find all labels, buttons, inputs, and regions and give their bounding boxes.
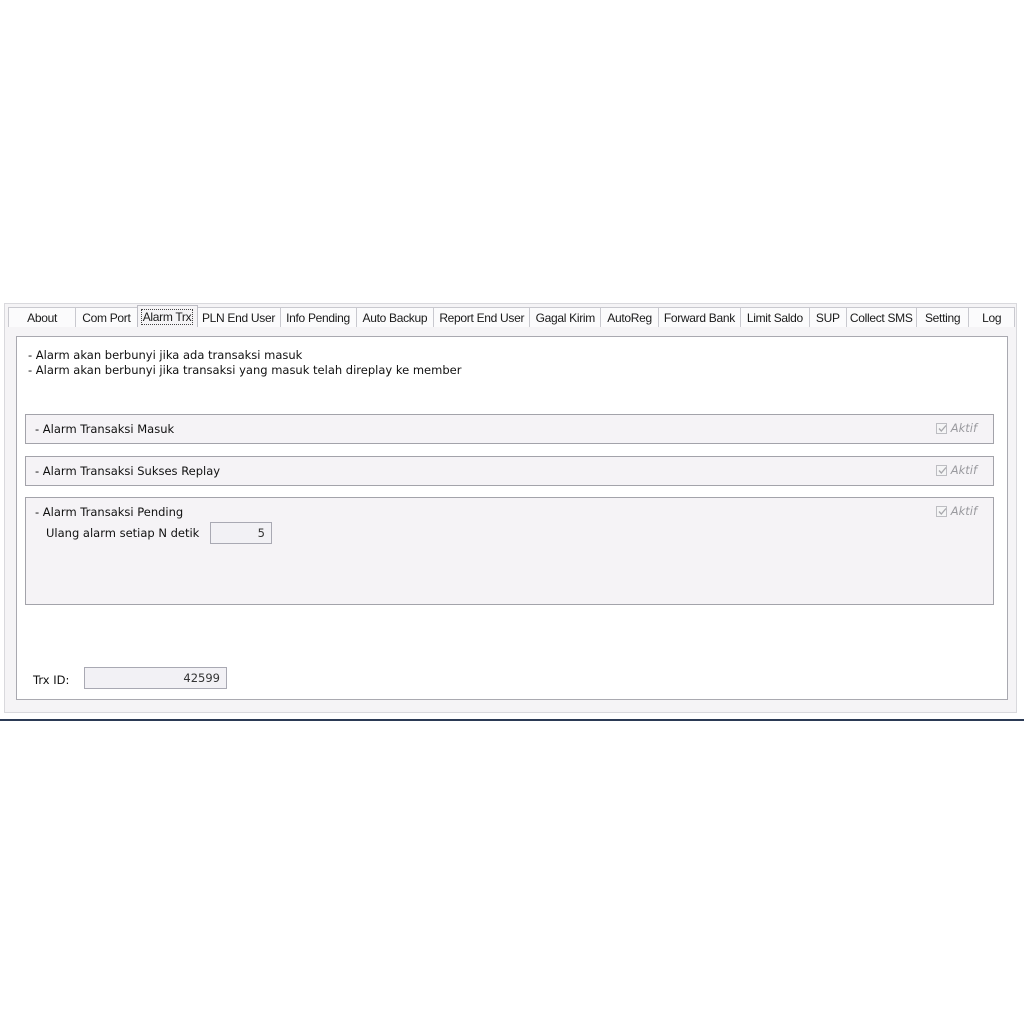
tab-auto-backup[interactable]: Auto Backup — [356, 307, 435, 327]
tab-about[interactable]: About — [8, 307, 76, 327]
group-title: - Alarm Transaksi Sukses Replay — [35, 464, 221, 478]
trx-id-field[interactable]: 42599 — [84, 667, 227, 689]
aktif-checkbox-masuk[interactable] — [936, 421, 977, 435]
repeat-interval-label: Ulang alarm setiap N detik — [46, 526, 200, 540]
note-line: - Alarm akan berbunyi jika transaksi yang masuk telah direplay ke member — [28, 363, 462, 377]
repeat-interval-input[interactable]: 5 — [210, 522, 272, 544]
checkbox-icon[interactable] — [936, 506, 947, 517]
aktif-checkbox-pending[interactable] — [936, 504, 977, 518]
checkbox-label: Aktif — [950, 504, 977, 518]
checkbox-label: Aktif — [950, 421, 977, 435]
tab-forward-bank[interactable]: Forward Bank — [658, 307, 741, 327]
tab-sup[interactable]: SUP — [809, 307, 847, 327]
tab-setting[interactable]: Setting — [916, 307, 970, 327]
tab-alarm-trx[interactable]: Alarm Trx — [137, 305, 198, 327]
trx-id-label: Trx ID: — [33, 673, 70, 687]
tab-com-port[interactable]: Com Port — [75, 307, 137, 327]
tab-pln-end-user[interactable]: PLN End User — [197, 307, 281, 327]
tab-limit-saldo[interactable]: Limit Saldo — [740, 307, 810, 327]
settings-window — [4, 303, 1017, 713]
group-title: - Alarm Transaksi Pending — [35, 505, 184, 519]
window-bottom-border — [0, 719, 1024, 721]
tab-autoreg[interactable]: AutoReg — [600, 307, 659, 327]
checkbox-icon[interactable] — [936, 423, 947, 434]
tab-log[interactable]: Log — [968, 307, 1015, 327]
info-notes — [28, 348, 461, 378]
group-alarm-transaksi-masuk — [25, 414, 994, 444]
group-alarm-transaksi-sukses-replay — [25, 456, 994, 486]
checkbox-label: Aktif — [950, 463, 977, 477]
alarm-trx-panel — [16, 336, 1008, 700]
group-title: - Alarm Transaksi Masuk — [35, 422, 175, 436]
aktif-checkbox-sukses[interactable] — [936, 463, 977, 477]
tab-info-pending[interactable]: Info Pending — [280, 307, 357, 327]
tab-collect-sms[interactable]: Collect SMS — [846, 307, 917, 327]
tab-gagal-kirim[interactable]: Gagal Kirim — [529, 307, 601, 327]
group-alarm-transaksi-pending — [25, 497, 994, 605]
tab-bar — [8, 306, 1014, 327]
tab-report-end-user[interactable]: Report End User — [433, 307, 530, 327]
checkbox-icon[interactable] — [936, 465, 947, 476]
note-line: - Alarm akan berbunyi jika ada transaksi masuk — [28, 348, 303, 362]
